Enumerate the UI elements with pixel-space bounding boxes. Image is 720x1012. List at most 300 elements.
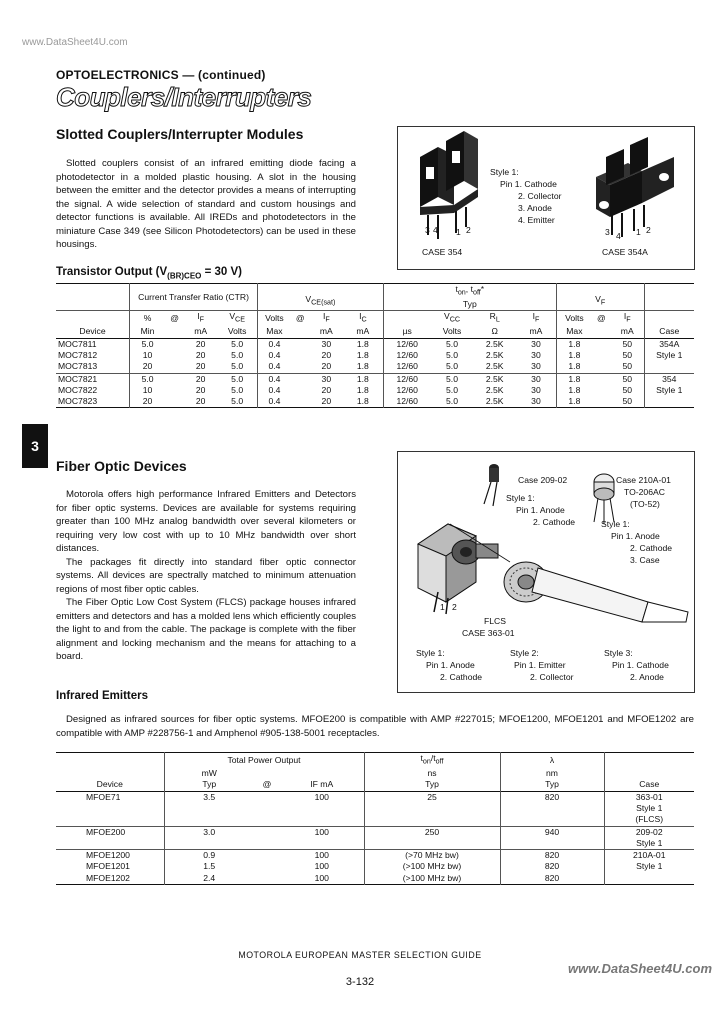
ir-hdr-lambda: λ [500,753,604,769]
fiber-paragraph: The Fiber Optic Low Cost System (FLCS) package houses infrared emitters and detectors and has a molded lens which efficiently couples the light to and from the cable. The package is complete with the fiber alignment and locking mechanism and the means for attaching to a board. [56,597,356,662]
table-spacer [56,768,164,779]
section-tab-number: 3 [22,424,48,468]
hdr-rl-r: R [489,311,496,322]
group-vce [258,284,384,311]
hdr-us: µs [402,326,412,337]
table-cell: 30 [516,385,556,396]
table-cell: 12/60 [396,373,418,384]
hdr-if-i: I [623,311,627,322]
hdr-if [310,311,343,327]
table-cell: 1.8 [568,361,581,372]
table-cell [364,838,500,850]
hdr-if-sub: F [534,316,540,325]
hdr-volts: Volts [265,313,284,324]
table-spacer [254,768,280,779]
fiber-heading: Fiber Optic Devices [56,458,187,474]
table-cell: Style 1 [636,802,663,813]
table-row [56,850,694,862]
table-cell: 2.4 [203,872,216,883]
fig1-pin-1: Pin 1. Cathode [500,179,557,189]
table-cell [165,373,184,385]
hdr-pct: % [143,313,152,324]
hdr-ic-i: I [359,311,362,322]
table-cell: (>100 MHz bw) [364,861,500,872]
case-354-drawing [420,131,478,239]
table-cell: 30 [516,396,556,408]
table-cell: 12/60 [396,338,418,349]
hdr-if-i: I [197,311,200,322]
table-cell: Style 1 [656,384,683,395]
hdr-min: Min [140,326,155,337]
table-cell: 820 [500,850,604,862]
table-cell [254,873,280,885]
table-cell: 820 [500,861,604,872]
table-cell: 820 [500,873,604,885]
table-spacer [56,311,130,327]
table-cell: 1.8 [343,338,383,350]
table-cell: 0.4 [268,373,281,384]
group-ctr: Current Transfer Ratio (CTR) [130,284,258,311]
table-cell: 50 [611,350,644,361]
ir-rows [56,791,694,884]
table-cell: 5.0 [446,384,458,395]
hdr-case: Case [659,326,680,337]
table-cell: 100 [280,826,364,838]
table-cell: 1.8 [568,384,581,395]
case-210a-sub: (TO-52) [630,499,660,509]
table-cell [592,361,611,373]
fig1-pin-mark: 4 [616,231,621,241]
table-cell: 20 [195,396,206,407]
ir-hdr-ton-off: off [435,757,444,766]
table-cell: 1.8 [568,396,581,407]
fiber-optic-figure [397,451,695,693]
table-cell: 20 [195,373,206,384]
table-cell [604,873,694,885]
table-row [56,361,694,373]
transistor-heading-pre: Transistor Output (V [56,266,168,278]
ir-emitters-heading: Infrared Emitters [56,690,149,702]
transistor-spec-table [56,283,694,408]
transistor-heading-sub: (BR)CEO [167,271,202,281]
ir-hdr-lambda-typ: Typ [500,779,604,791]
slotted-paragraph [56,157,356,252]
table-spacer [280,768,364,779]
table-cell: 1.8 [568,373,581,384]
table-cell [280,803,364,814]
table-cell [165,338,184,350]
fiber-paragraphs [56,488,356,664]
hdr-vce-v: V [229,311,236,322]
table-cell: 2.5K [485,384,504,395]
table-cell [56,814,164,826]
table-row [56,338,694,350]
table-cell: 3.5 [203,791,216,802]
table-cell: 30 [516,350,556,361]
table-cell: 30 [516,373,556,385]
table-cell [165,396,184,408]
table-cell: 0.4 [268,396,281,407]
table-cell: 20 [321,396,332,407]
table-cell: 50 [611,385,644,396]
style-block-3-line: Pin 1. Cathode [612,660,669,670]
table-cell: 20 [321,384,332,395]
table-cell: 354 [662,373,677,384]
ir-emitters-intro [56,713,694,740]
case-209-drawing [484,464,499,506]
hdr-if-i: I [532,311,535,322]
table-cell [164,803,254,814]
table-cell: 5.0 [217,385,257,396]
table-cell: 20 [195,384,206,395]
hdr-vcc-v: V [443,311,450,322]
ir-hdr-typ: Typ [202,779,217,790]
hdr-max: Max [266,326,283,337]
ir-hdr-mw: mW [201,768,217,779]
ir-hdr-nm: nm [500,768,604,779]
hdr-if [184,311,217,327]
table-cell: 5.0 [141,373,154,384]
table-cell [644,361,694,373]
table-cell [364,803,500,814]
table-row [56,396,694,408]
hdr-ohm: Ω [491,326,498,337]
group-ton-mid: , t [465,284,473,294]
hdr-blank [291,326,310,338]
case-354a-drawing [596,137,674,237]
table-cell: 20 [195,361,206,372]
table-row [56,350,694,361]
flcs-case-label: CASE 363-01 [462,628,515,638]
hdr-rl [473,311,516,327]
fig2-pin-mark: 2 [452,602,457,612]
fig1-pin-mark: 3 [425,225,430,235]
table-cell [254,803,280,814]
style-block-1-line: Pin 1. Anode [426,660,475,670]
table-row [56,838,694,850]
slotted-coupler-figure [397,126,695,270]
table-cell: 1.8 [568,349,581,360]
table-cell: 250 [364,826,500,838]
ir-hdr-if: IF mA [280,779,364,791]
fig1-pin-2: 2. Collector [518,191,562,201]
hdr-if-sub: F [199,316,205,325]
table-cell: 209-02 [635,826,663,837]
fig1-pin-4: 4. Emitter [518,215,555,225]
table-cell: 820 [500,791,604,803]
table-cell [56,838,164,850]
table-cell: 1.8 [343,396,383,408]
ir-hdr-device: Device [56,779,164,791]
table-cell [165,361,184,373]
transistor-table-heading [56,266,242,280]
style-block-2-line: Pin 1. Emitter [514,660,566,670]
table-row [56,791,694,803]
table-row [56,385,694,396]
hdr-ma: mA [516,326,556,338]
table-cell [291,361,310,373]
table-row [56,803,694,814]
table-cell: 50 [611,338,644,350]
fig2-style1-a-pin: Pin 1. Anode [516,505,565,515]
ir-hdr-ton-typ: Typ [364,779,500,791]
hdr-vce [217,311,257,327]
table-cell: 5.0 [446,396,458,407]
hdr-ma: mA [343,326,383,338]
table-cell: Style 1 [636,837,663,848]
table-cell [254,861,280,872]
table-cell: 5.0 [217,396,257,408]
table-spacer [604,768,694,779]
ir-hdr-case: Case [639,779,660,790]
fig2-style1-b: Style 1: [601,519,630,529]
table-cell: 5.0 [446,373,458,384]
table-cell: 20 [321,361,332,372]
table-cell: 10 [142,384,153,395]
table-spacer [56,284,130,311]
table-cell: 25 [364,791,500,803]
fig1-pin-mark: 2 [466,225,471,235]
watermark-bottom: www.DataSheet4U.com [568,961,713,976]
fig2-style1-b-pin: Pin 1. Anode [611,531,660,541]
fig1-pin-mark: 2 [646,225,651,235]
fig2-pin-mark: 1 [440,602,445,612]
table-spacer [644,284,694,311]
table-cell: 5.0 [217,373,257,385]
hdr-ic [343,311,383,327]
hdr-if [611,311,644,327]
table-cell [56,803,164,814]
table-cell: 1.8 [568,338,581,349]
fig2-style1-b-pin: 2. Cathode [630,543,673,553]
case-209-label: Case 209-02 [518,475,568,485]
table-cell [364,814,500,826]
table-cell: 5.0 [446,361,458,372]
ir-spec-table [56,752,694,885]
table-cell: MOC7813 [56,361,130,373]
ir-hdr-ton-on: on [422,757,431,766]
table-cell [254,826,280,838]
table-cell: 1.5 [203,861,216,872]
hdr-at: @ [295,313,305,324]
case-210a-label: Case 210A-01 [616,475,671,485]
table-row [56,373,694,385]
hdr-vcc-sub: CC [449,316,461,325]
table-cell: 1.8 [343,361,383,373]
case-354a-label: CASE 354A [602,247,648,257]
hdr-device: Device [56,326,130,338]
transistor-group-1 [56,338,694,373]
table-cell: (>100 MHz bw) [364,873,500,885]
hdr-max: Max [566,326,583,337]
table-cell: 100 [280,873,364,885]
fig1-pin-mark: 1 [456,227,461,237]
table-cell: 0.4 [268,361,281,372]
table-row [56,814,694,826]
table-cell: 5.0 [217,361,257,373]
table-cell: 1.8 [343,385,383,396]
table-cell: 0.4 [268,384,281,395]
table-cell: 2.5K [485,373,504,384]
ir-hdr-ton-t: t [420,753,423,763]
group-vf-label: V [595,293,601,304]
ir-emitters-table [56,752,694,885]
table-cell: 354A [659,338,680,349]
table-cell [254,838,280,850]
group-ton-star: * [480,284,485,294]
table-cell: MOC7823 [56,396,130,408]
table-cell: 20 [195,338,206,349]
fig2-style1-a: Style 1: [506,493,535,503]
hdr-rl-sub: L [495,316,500,325]
hdr-if-sub: F [626,316,631,325]
table-cell: MFOE71 [56,791,164,803]
table-cell [592,396,611,408]
style-block-2-title: Style 2: [510,648,539,658]
table-cell [165,350,184,361]
group-ton [383,284,556,311]
fiber-paragraph: The packages fit directly into standard fiber optic connector systems. All devices are spectrally matched to minimum attenuation regions of most fiber optic cables. [56,556,356,595]
fiber-paragraph: Motorola offers high performance Infrared Emitters and Detectors for fiber optic systems. Devices are available for systems requiring greater than 100 MHz analog bandwidth over several kilometers or requiring very low cost with up to 10 MHz bandwidth over short distances. [56,489,356,554]
table-cell: 20 [195,349,206,360]
table-cell: 50 [611,361,644,373]
hdr-vce-sub: CE [235,316,245,325]
hdr-if-i: I [322,311,326,322]
section-header: OPTOELECTRONICS — (continued) [56,68,266,82]
table-cell: 210A-01 [633,850,666,861]
fig2-style1-b-pin: 3. Case [630,555,660,565]
table-cell: 5.0 [217,338,257,350]
table-cell [291,338,310,350]
table-cell [592,350,611,361]
ir-hdr-at: @ [262,779,272,790]
fig1-pin-mark: 4 [433,225,438,235]
table-cell: 363-01 [635,791,663,802]
hdr-at: @ [170,313,179,324]
group-ton-off: off [472,288,481,297]
group-vf [556,284,644,311]
table-cell: 50 [611,396,644,408]
table-cell: 30 [321,338,332,349]
table-cell: 100 [280,850,364,862]
table-cell: 5.0 [446,349,458,360]
hdr-ma: mA [611,326,644,338]
fig1-pin-3: 3. Anode [518,203,552,213]
case-210a-drawing [594,474,614,524]
table-row [56,873,694,885]
table-cell [164,838,254,850]
table-cell: 30 [516,361,556,373]
hdr-if-sub: F [325,316,330,325]
table-cell: (>70 MHz bw) [364,850,500,862]
table-cell: MFOE200 [56,826,164,838]
table-cell [254,850,280,862]
style-block-1-title: Style 1: [416,648,445,658]
table-cell [280,838,364,850]
table-cell [291,385,310,396]
table-cell: 3.0 [203,826,216,837]
group-vce-label: V [305,293,312,304]
table-cell [165,385,184,396]
ir-hdr-ton-mid: /t [430,753,436,763]
table-cell: 10 [142,349,153,360]
page-title: Couplers/Interrupters [56,82,312,112]
table-cell [592,385,611,396]
table-cell: Style 1 [656,349,683,360]
table-cell: MOC7811 [56,338,130,350]
table-cell: 100 [280,861,364,872]
table-cell: MOC7822 [56,385,130,396]
table-cell: (FLCS) [635,814,664,825]
table-cell: MFOE1200 [56,850,164,862]
table-cell [644,396,694,408]
hdr-volts: Volts [565,313,584,324]
table-row [56,861,694,872]
table-cell [500,838,604,850]
fig2-style1-a-pin: 2. Cathode [533,517,576,527]
table-cell: 20 [142,361,153,372]
ir-hdr-ns: ns [364,768,500,779]
table-cell: Style 1 [636,861,663,872]
table-cell: 5.0 [217,350,257,361]
slotted-heading: Slotted Couplers/Interrupter Modules [56,126,304,142]
table-cell: 0.4 [268,349,281,360]
table-cell: 5.0 [141,338,154,349]
group-vf-sub: F [600,298,606,307]
style-block-3-title: Style 3: [604,648,633,658]
table-cell [254,791,280,803]
table-cell [500,803,604,814]
table-cell: 2.5K [485,349,504,360]
hdr-blank [165,326,184,338]
table-cell [291,396,310,408]
table-cell: 12/60 [396,384,418,395]
transistor-group-2 [56,373,694,408]
slotted-paragraph-text: Slotted couplers consist of an infrared emitting diode facing a photodetector in a molded plastic housing. A slot in the housing between the emitter and the detector provides a means of interrupting the signal. A wide selection of standard and custom housings and detector functions is available. All IREDs and photodetectors in the miniature Case 349 (see Silicon Photodetectors) can be used in these housings. [56,158,356,250]
table-cell: MFOE1201 [56,861,164,872]
table-cell: 940 [500,826,604,838]
hdr-volts: Volts [442,326,462,337]
table-cell: 0.4 [268,338,281,349]
table-row [56,826,694,838]
table-cell: 0.9 [203,850,216,861]
hdr-if [516,311,556,327]
hdr-ma: mA [194,326,208,337]
table-cell [280,814,364,826]
table-spacer [56,753,164,769]
hdr-ic-sub: C [361,316,367,325]
table-cell: 50 [611,373,644,385]
transistor-heading-post: = 30 V) [201,266,242,278]
table-cell: 30 [516,338,556,350]
ir-hdr-power: Total Power Output [164,753,364,769]
hdr-ma: mA [319,326,333,337]
group-ton-on: on [457,288,466,297]
table-cell: MFOE1202 [56,873,164,885]
fig1-pin-mark: 1 [636,227,641,237]
fig1-style-label: Style 1: [490,167,519,177]
case-210a-sub: TO-206AC [624,487,665,497]
table-cell: MOC7821 [56,373,130,385]
style-block-2-line: 2. Collector [530,672,574,682]
hdr-blank [383,311,430,327]
table-cell [254,814,280,826]
transistor-table [56,283,694,408]
table-cell: 100 [280,791,364,803]
table-cell: MOC7812 [56,350,130,361]
table-cell [291,350,310,361]
case-354-label: CASE 354 [422,247,463,257]
